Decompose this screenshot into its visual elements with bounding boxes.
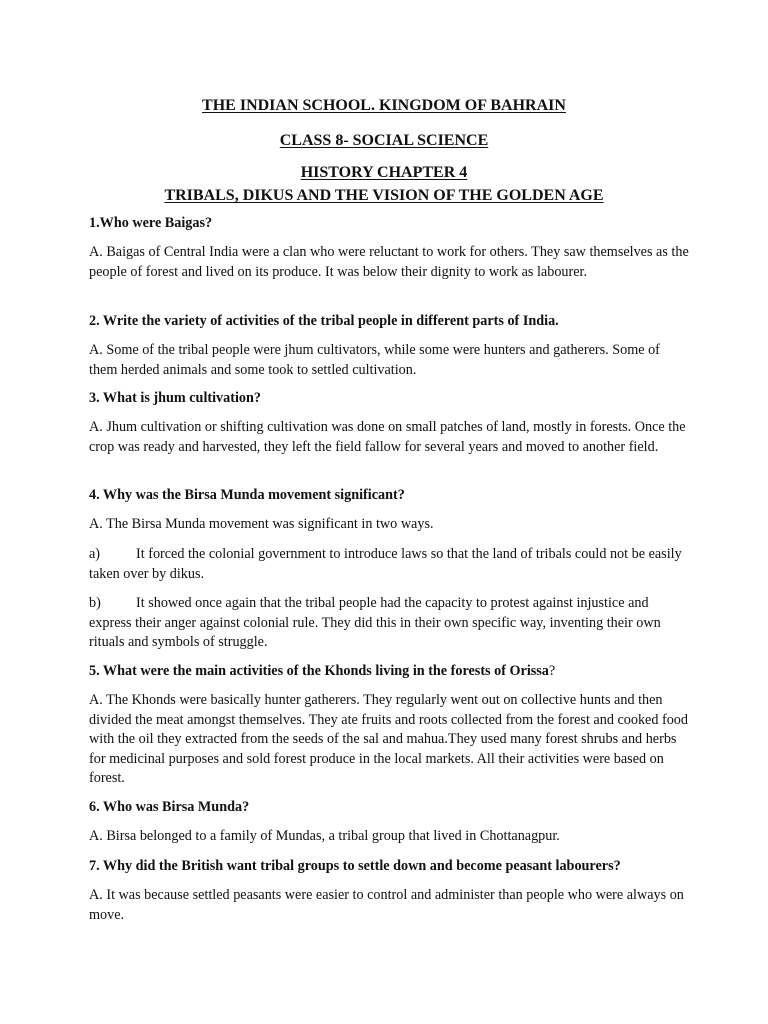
question-2: 2. Write the variety of activities of the tribal people in different parts of India. xyxy=(89,313,559,329)
question-3: 3. What is jhum cultivation? xyxy=(89,390,261,406)
answer-3: A. Jhum cultivation or shifting cultivation was done on small patches of land, mostly in forests. Once the crop was ready and harvested, they left the field fallow for several years and moved to another field. xyxy=(89,419,686,455)
question-7: 7. Why did the British want tribal groups to settle down and become peasant labourers? xyxy=(89,858,621,874)
answer-4-point-b xyxy=(89,594,689,653)
question-1: 1.Who were Baigas? xyxy=(89,215,213,231)
point-marker: b) xyxy=(89,595,101,611)
point-marker: a) xyxy=(89,546,101,562)
answer-1: A. Baigas of Central India were a clan who were reluctant to work for others. They saw themselves as the people of forest and lived on its produce. It was below their dignity to work as labourer. xyxy=(89,244,689,280)
answer-4: A. The Birsa Munda movement was significant in two ways. xyxy=(89,516,434,532)
school-heading: THE INDIAN SCHOOL. KINGDOM OF BAHRAIN xyxy=(202,97,566,114)
class-heading: CLASS 8- SOCIAL SCIENCE xyxy=(279,132,489,149)
answer-4-point-a xyxy=(89,545,689,584)
answer-2: A. Some of the tribal people were jhum cultivators, while some were hunters and gatherers. Some of them herded animals and some took to settled cultivation. xyxy=(89,342,660,378)
answer-6: A. Birsa belonged to a family of Mundas, a tribal group that lived in Chottanagpur. xyxy=(89,828,560,844)
point-text: It showed once again that the tribal people had the capacity to protest against injustice and express their anger against colonial rule. They did this in their own specific way, inventing their own rituals and symbols of struggle. xyxy=(89,595,661,650)
question-5-text: 5. What were the main activities of the Khonds living in the forests of Orissa xyxy=(89,663,549,679)
question-4: 4. Why was the Birsa Munda movement significant? xyxy=(89,487,405,503)
answer-7: A. It was because settled peasants were easier to control and administer than people who were always on move. xyxy=(89,887,684,923)
question-5 xyxy=(89,662,689,682)
chapter-title: TRIBALS, DIKUS AND THE VISION OF THE GOLDEN AGE xyxy=(164,187,604,204)
chapter-heading: HISTORY CHAPTER 4 xyxy=(300,164,468,181)
question-6: 6. Who was Birsa Munda? xyxy=(89,799,250,815)
answer-5: A. The Khonds were basically hunter gatherers. They regularly went out on collective hunts and then divided the meat amongst themselves. They ate fruits and roots collected from the forest and cooked food with the oil they extracted from the seeds of the sal and mahua.They used many forest shrubs and herbs for medicinal purposes and sold forest produce in the local markets. All their activities were based on forest. xyxy=(89,692,688,786)
point-text: It forced the colonial government to introduce laws so that the land of tribals could not be easily taken over by dikus. xyxy=(89,546,682,582)
question-5-mark: ? xyxy=(548,663,556,679)
